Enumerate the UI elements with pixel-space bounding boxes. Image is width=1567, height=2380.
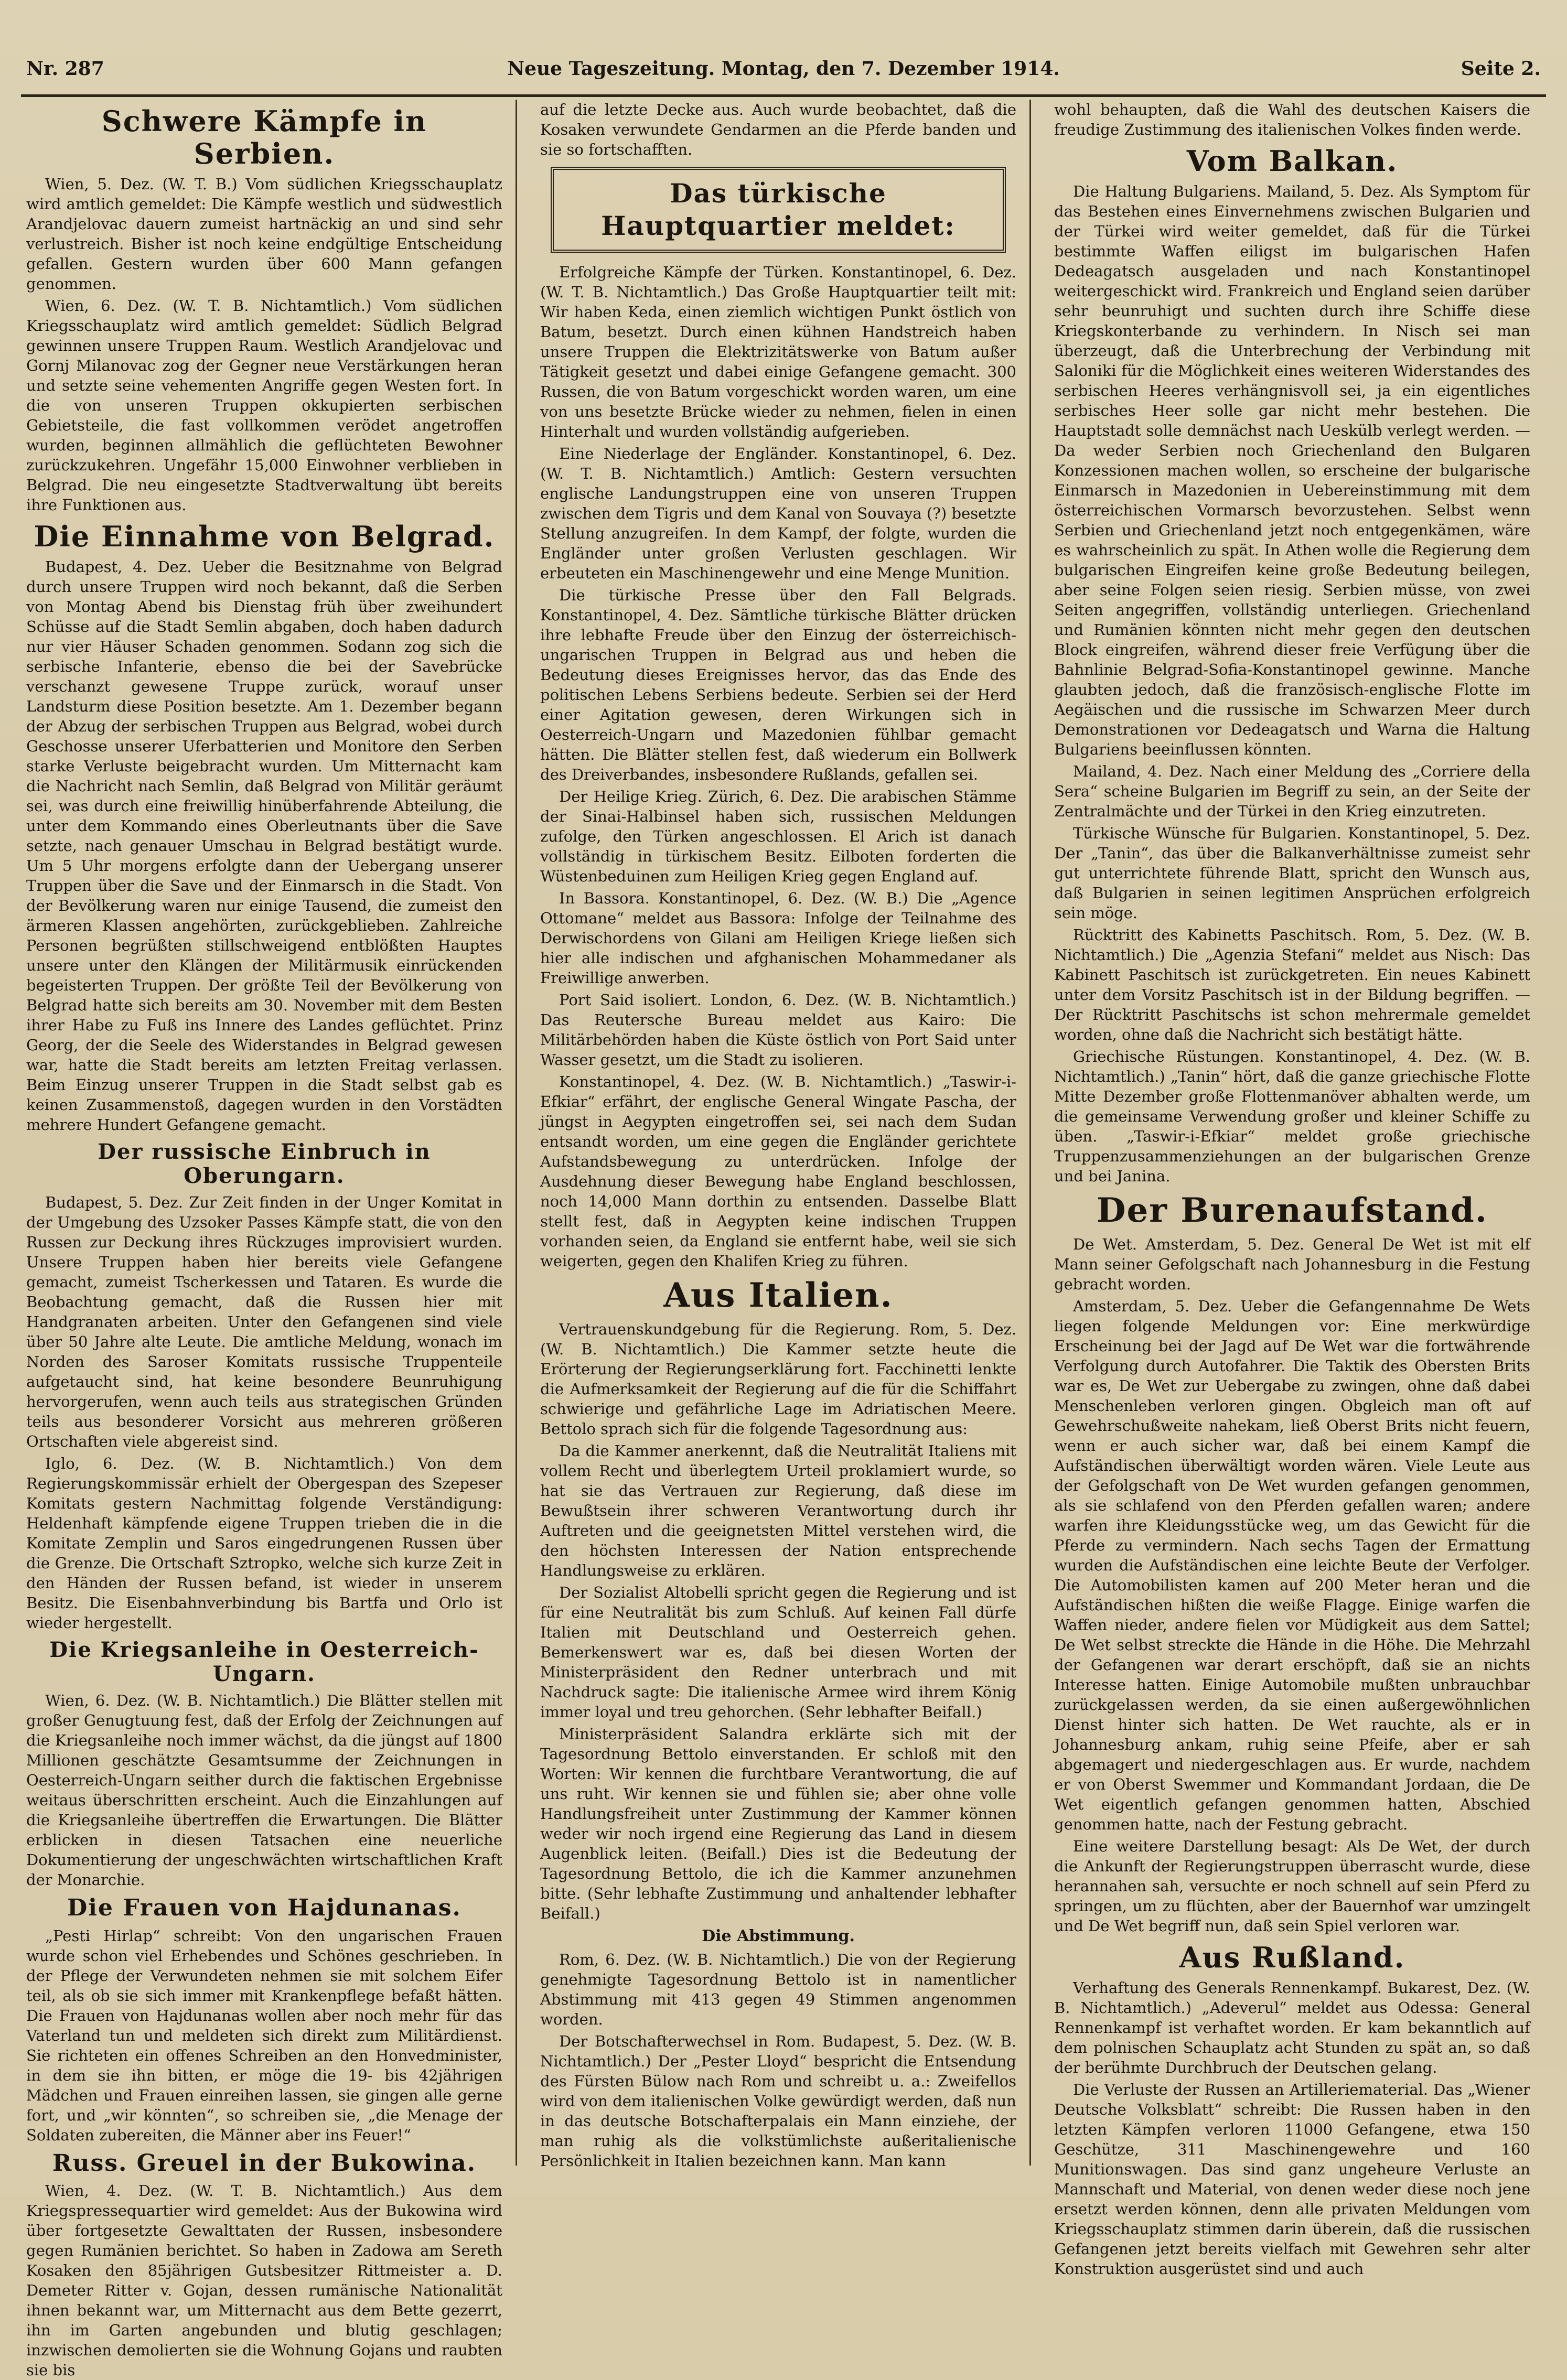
article-paragraph: Rücktritt des Kabinetts Paschitsch. Rom, 5. Dez. (W. B. Nichtamtlich.) Die „Agenzia Stefani“ meldet aus Nisch: Das Kabinett Paschitsch ist zurückgetreten. Ein neues Kabinett unter dem Vorsitz Paschitsch ist in der Bildung begriffen. — Der Rücktritt Paschitschs ist schon mehrermale gemeldet worden, ohne daß die Nachricht sich bestätigt hätte.: [1054, 926, 1530, 1044]
article-paragraph: Budapest, 4. Dez. Ueber die Besitznahme von Belgrad durch unsere Truppen wird noch bekannt, daß die Serben von Montag Abend bis Dienstag früh über zweihundert Schüsse auf die Stadt Semlin abgaben, doch haben dadurch nur vier Häuser Schaden genommen. Sodann zog sich die serbische Infanterie, ebenso die bei der Savebrücke verschanzt gewesene Truppe zurück, worauf unser Landsturm diese Position besetzte. Am 1. Dezember begann der Abzug der serbischen Truppen aus Belgrad, wobei durch Geschosse unserer Uferbatterien und Monitore den Serben starke Verluste beigebracht wurden. Um Mitternacht kam die Nachricht nach Semlin, daß Belgrad von Militär geräumt sei, was durch eine freiwillig hinüberfahrende Abteilung, die unter dem Kommando eines Oberleutnants über die Save setzte, nach genauer Umschau in Belgrad bestätigt wurde. Um 5 Uhr morgens erfolgte dann der Uebergang unserer Truppen über die Save und der Einmarsch in die Stadt. Von der Bevölkerung waren nur einige Tausend, die zumeist den ärmeren Klassen angehörten, zurückgeblieben. Zahlreiche Personen begrüßten stillschweigend entblößten Hauptes unsere unter den Klängen der Militärmusik einrückenden begeisterten Truppen. Der größte Teil der Bevölkerung von Belgrad hatte sich bereits am 30. November mit dem Besten ihrer Habe zu Fuß ins Innere des Landes geflüchtet. Prinz Georg, der die Seele des Widerstandes in Belgrad gewesen war, hatte die Stadt bereits am letzten Freitag verlassen. Beim Einzug unserer Truppen in die Stadt selbst gab es keinen Zusammenstoß, dagegen wurden in den Vorstädten mehrere Hundert Gefangene gemacht.: [26, 558, 502, 1134]
article-paragraph: Ministerpräsident Salandra erklärte sich mit der Tagesordnung Bettolo einverstanden. Er schloß mit den Worten: Wir kennen die furchtbare Verantwortung, die auf uns ruht. Wir kennen sie und fühlen sie; aber ohne volle Handlungsfreiheit unter Zustimmung der Kammer können weder wir noch irgend eine Regierung das Land in diesem Augenblick leiten. (Beifall.) Dies ist die Bedeutung der Tagesordnung Bettolo, die ich die Kammer anzunehmen bitte. (Sehr lebhafte Zustimmung und anhaltender lebhafter Beifall.): [540, 1725, 1016, 1922]
article-paragraph: Konstantinopel, 4. Dez. (W. B. Nichtamtlich.) „Taswir-i-Efkiar“ erfährt, der englische General Wingate Pascha, der jüngst in Aegypten eingetroffen sei, sei nach dem Sudan entsandt worden, um eine gegen die Engländer gerichtete Aufstandsbewegung zu unterdrücken. Infolge der Ausdehnung dieser Bewegung habe England beschlossen, noch 14,000 Mann dorthin zu entsenden. Dasselbe Blatt stellt fest, daß in Aegypten keine indischen Truppen vorhanden seien, da England sie entfernt habe, weil sie sich weigerten, gegen den Khalifen Krieg zu führen.: [540, 1073, 1016, 1270]
headline-hajdunanas: Die Frauen von Hajdunanas.: [67, 1894, 461, 1922]
article-paragraph: Wien, 6. Dez. (W. B. Nichtamtlich.) Die Blätter stellen mit großer Genugtuung fest, daß der Erfolg der Zeichnungen auf die Kriegsanleihe noch immer wächst, da die jüngst auf 1800 Millionen geschätzte Gesamtsumme der Zeichnungen in Oesterreich-Ungarn seither durch die faktischen Ergebnisse weitaus überschritten erscheint. Auch die Einzahlungen auf die Kriegsanleihe übertreffen die Erwartungen. Die Blätter erblicken in diesen Tatsachen eine neuerliche Dokumentierung der ungeschwächten wirtschaftlichen Kraft der Monarchie.: [26, 1692, 502, 1889]
column-divider: [516, 100, 517, 2166]
article-paragraph: De Wet. Amsterdam, 5. Dez. General De Wet ist mit elf Mann seiner Gefolgschaft nach Johannesburg in die Festung gebracht worden.: [1054, 1235, 1530, 1293]
headline-russian-incursion: Der russische Einbruch in Oberungarn.: [98, 1139, 431, 1189]
subheadline-vote: Die Abstimmung.: [702, 1926, 855, 1945]
article-paragraph: Wien, 4. Dez. (W. T. B. Nichtamtlich.) Aus dem Kriegspressequartier wird gemeldet: Aus der Bukowina wird über fortgesetzte Gewalttaten der Russen, insbesondere gegen Rumänien berichtet. So haben in Zadowa am Sereth Kosaken den 85jährigen Gutsbesitzer Rittmeister a. D. Demeter Ritter v. Gojan, dessen rumänische Nationalität ihnen bekannt war, um Mitternacht aus dem Bette gezerrt, ihn im Garten angebunden und blutig geschlagen; inzwischen demolierten sie die Wohnung Gojans und raubten sie bis: [26, 2182, 502, 2379]
headline-war-loan: Die Kriegsanleihe in Oesterreich-Ungarn.: [49, 1638, 479, 1687]
column-2: [540, 100, 1016, 2176]
article-paragraph: Wien, 5. Dez. (W. T. B.) Vom südlichen Kriegsschauplatz wird amtlich gemeldet: Die Kämpfe westlich und südwestlich Arandjelovac dauern zumeist hartnäckig an und sind sehr verlustreich. Bisher ist noch keine endgültige Entscheidung gefallen. Gestern wurden über 600 Mann gefangen genommen.: [26, 175, 502, 293]
article-paragraph: Der Heilige Krieg. Zürich, 6. Dez. Die arabischen Stämme der Sinai-Halbinsel haben sich, russischen Meldungen zufolge, den Türken angeschlossen. El Arich ist danach vollständig in türkischem Besitz. Eilboten forderten die Wüstenbeduinen zum Heiligen Krieg gegen England auf.: [540, 788, 1016, 885]
article-paragraph: In Bassora. Konstantinopel, 6. Dez. (W. B.) Die „Agence Ottomane“ meldet aus Bassora: Infolge der Teilnahme des Derwischordens von Gilani am Heiligen Kriege ließen sich hier alle indischen und afghanischen Mohammedaner als Freiwillige anwerben.: [540, 889, 1016, 987]
article-paragraph: Port Said isoliert. London, 6. Dez. (W. B. Nichtamtlich.) Das Reutersche Bureau meldet aus Kairo: Die Militärbehörden haben die Küste östlich von Port Said unter Wasser gesetzt, um die Stadt zu isolieren.: [540, 991, 1016, 1069]
article-paragraph: Amsterdam, 5. Dez. Ueber die Gefangennahme De Wets liegen folgende Meldungen vor: Eine merkwürdige Erscheinung bei der Jagd auf De Wet war die fortwährende Verfolgung durch Autofahrer. Die Taktik des Obersten Brits war es, De Wet zur Uebergabe zu zwingen, ohne daß dabei Menschenleben verloren gingen. Obgleich man oft auf Gewehrschußweite nahekam, ließ Oberst Brits nicht feuern, wenn er auch sicher war, daß bei einem Kampf die Aufständischen überwältigt worden wären. Viele Leute aus der Gefolgschaft von De Wet wurden gefangen genommen, als sie schlafend von den Pferden gefallen waren; andere warfen ihre Kleidungsstücke weg, um das Gewicht für die Pferde zu vermindern. Nach sechs Tagen der Ermattung wurden die Aufständischen eine leichte Beute der Verfolger. Die Automobilisten kamen auf 200 Meter heran und die Aufständischen hißten die weiße Flagge. Einige warfen die Waffen nieder, andere fielen vor Müdigkeit aus dem Sattel; De Wet selbst streckte die Hände in die Höhe. Die Mehrzahl der Gefangenen war derart erschöpft, daß sie an nichts Interesse hatten. Einige Automobile mußten unbrauchbar zurückgelassen werden, da sie einen außergewöhnlichen Dienst hinter sich hatten. De Wet rauchte, als er in Johannesburg ankam, ruhig seine Pfeife, aber er sah abgemagert und niedergeschlagen aus. Er wurde, nachdem er von Oberst Swemmer und Kommandant Jordaan, die De Wet eigentlich gefangen genommen hatten, Abschied genommen hatte, nach der Festung gebracht.: [1054, 1297, 1530, 1833]
column-divider: [1029, 100, 1031, 2166]
article-paragraph: Griechische Rüstungen. Konstantinopel, 4. Dez. (W. B. Nichtamtlich.) „Tanin“ hört, daß die ganze griechische Flotte Mitte Dezember große Flottenmanöver abhalten werde, um die gemeinsame Verwendung großer und kleiner Schiffe zu üben. „Taswir-i-Efkiar“ meldet große griechische Truppenzusammenziehungen an der bulgarischen Grenze und bei Janina.: [1054, 1048, 1530, 1186]
headline-boer-revolt: Der Burenaufstand.: [1097, 1191, 1488, 1231]
article-paragraph: wohl behaupten, daß die Wahl des deutschen Kaisers die freudige Zustimmung des italienischen Volkes finden werde.: [1054, 101, 1530, 138]
article-paragraph: Der Botschafterwechsel in Rom. Budapest, 5. Dez. (W. B. Nichtamtlich.) Der „Pester Lloyd“ bespricht die Entsendung des Fürsten Bülow nach Rom und schreibt u. a.: Zweifellos wird von dem italienischen Volke gewürdigt werden, daß nun in das deutsche Botschafterpalais ein Mann einziehe, der man ruhig als die volkstümlichste außeritalienische Persönlichkeit in Italien bezeichnen kann. Man kann: [540, 2032, 1016, 2170]
article-paragraph: Wien, 6. Dez. (W. T. B. Nichtamtlich.) Vom südlichen Kriegsschauplatz wird amtlich gemeldet: Südlich Belgrad gewinnen unsere Truppen Raum. Westlich Arandjelovac und Gornj Milanovac zog der Gegner neue Verstärkungen heran und setzte seine vehementen Angriffe gegen Westen fort. In die von unseren Truppen okkupierten serbischen Gebietsteile, die fast vollkommen verödet angetroffen wurden, beginnen allmählich die geflüchteten Bewohner zurückzukehren. Ungefähr 15,000 Einwohner verblieben in Belgrad. Die neu eingesetzte Stadtverwaltung übt bereits ihre Funktionen aus.: [26, 297, 502, 514]
article-paragraph: Verhaftung des Generals Rennenkampf. Bukarest, Dez. (W. B. Nichtamtlich.) „Adeverul“ meldet aus Odessa: General Rennenkampf ist verhaftet worden. Er kam bekanntlich auf dem polnischen Schauplatz acht Stunden zu spät an, so daß der berühmte Durchbruch der Deutschen gelang.: [1054, 1978, 1530, 2076]
article-paragraph: Die türkische Presse über den Fall Belgrads. Konstantinopel, 4. Dez. Sämtliche türkische Blätter drücken ihre lebhafte Freude über den Einzug der österreichisch-ungarischen Truppen in Belgrad aus und heben die Bedeutung dieses Ereignisses hervor, das das Ende des politischen Lebens Serbiens bedeute. Serbien sei der Herd einer Agitation gewesen, deren Wirkungen sich in Oesterreich-Ungarn und Mazedonien fühlbar gemacht hätten. Die Blätter stellen fest, daß wiederum ein Bollwerk des Dreiverbandes, insbesondere Rußlands, gefallen sei.: [540, 586, 1016, 783]
article-paragraph: Der Sozialist Altobelli spricht gegen die Regierung und ist für eine Neutralität bis zum Schluß. Auf keinen Fall dürfe Italien mit Deutschland und Oesterreich gehen. Bemerkenswert war es, daß bei diesen Worten der Ministerpräsident den Redner unterbrach und mit Nachdruck sagte: Die italienische Armee wird ihrem König immer loyal und treu gehorchen. (Sehr lebhafter Beifall.): [540, 1583, 1016, 1721]
article-paragraph: „Pesti Hirlap“ schreibt: Von den ungarischen Frauen wurde schon viel Erhebendes und Schönes geschrieben. In der Pflege der Verwundeten nehmen sie mit solchem Eifer teil, als ob sie sich immer mit Krankenpflege befaßt hätten. Die Frauen von Hajdunanas wollen aber noch mehr für das Vaterland tun und meldeten sich direkt zum Militärdienst. Sie richteten ein offenes Schreiben an den Honvedminister, in dem sie ihn bitten, er möge die 19- bis 42jährigen Mädchen und Frauen einreihen lassen, sie gingen alle gerne fort, und „wir könnten“, so schreiben sie, „die Menage der Soldaten zubereiten, die Männer aber ins Feuer!“: [26, 1926, 502, 2144]
headline-italy: Aus Italien.: [663, 1276, 893, 1315]
article-paragraph: Die Verluste der Russen an Artilleriematerial. Das „Wiener Deutsche Volksblatt“ schreibt: Die Russen haben in den letzten Kämpfen verloren 11000 Gefangene, etwa 150 Geschütze, 311 Maschinengewehre und 160 Munitionswagen. Das sind ganz ungeheure Verluste an Mannschaft und Material, von denen weder diese noch jene ersetzt werden können, denn alle privaten Meldungen vom Kriegsschauplatz stimmen darin überein, daß die russischen Gefangenen jetzt bereits vielfach mit Gewehren sehr alter Konstruktion ausgerüstet sind und auch: [1054, 2080, 1530, 2278]
article-paragraph: Erfolgreiche Kämpfe der Türken. Konstantinopel, 6. Dez. (W. T. B. Nichtamtlich.) Das Große Hauptquartier teilt mit: Wir haben Keda, einen ziemlich wichtigen Punkt östlich von Batum, besetzt. Durch einen kühnen Handstreich haben unsere Truppen die Elektrizitätswerke von Batum außer Tätigkeit gesetzt und dabei einige Gefangene gemacht. 300 Russen, die von Batum vorgeschickt worden waren, um eine von uns besetzte Brücke wieder zu nehmen, fielen in einen Hinterhalt und wurden vollständig aufgerieben.: [540, 263, 1016, 440]
headline-serbia: Schwere Kämpfe in Serbien.: [101, 104, 427, 171]
headline-balkan: Vom Balkan.: [1186, 144, 1398, 178]
article-paragraph: Iglo, 6. Dez. (W. B. Nichtamtlich.) Von dem Regierungskommissär erhielt der Obergespan des Szepeser Komitats gestern Nachmittag folgende Verständigung: Heldenhaft kämpfende eigene Truppen trieben die in die Komitate Zemplin und Saros eingedrungenen Russen über die Grenze. Die Ortschaft Sztropko, welche sich kurze Zeit in den Händen der Russen befand, ist wieder in unserem Besitz. Die Eisenbahnverbindung bis Bartfa und Orlo ist wieder hergestellt.: [26, 1455, 502, 1632]
article-paragraph: Die Haltung Bulgariens. Mailand, 5. Dez. Als Symptom für das Bestehen eines Einvernehmens zwischen Bulgarien und der Türkei wird weiter gemeldet, daß für die Türkei bestimmte Waffen eiligst im bulgarischen Hafen Dedeagatsch ausgeladen und nach Konstantinopel weitergeschickt wird. Frankreich und England seien darüber sehr beunruhigt und suchten durch ihre Schiffe diese Kriegskonterbande zu verhindern. In Nisch sei man überzeugt, daß die Unterbrechung der Verbindung mit Saloniki für die Möglichkeit eines weiteren Widerstandes des serbischen Heeres verhängnisvoll sei, ja ein eigentliches serbisches Heer solle gar nicht mehr bestehen. Die Hauptstadt solle demnächst nach Ueskülb verlegt werden. — Da weder Serbien noch Griechenland den Bulgaren Konzessionen machen wollen, so erscheine der bulgarische Einmarsch in Mazedonien in Uebereinstimmung mit dem österreichischen Vormarsch bevorzustehen. Selbst wenn Serbien und Griechenland jetzt noch entgegenkämen, wäre es wahrscheinlich zu spät. In Athen wolle die Regierung dem bulgarischen Eingreifen keine große Bedeutung beilegen, aber seine Folgen seien riesig. Serbien müsse, von zwei Seiten angegriffen, vollständig unterliegen. Griechenland und Rumänien könnten nicht mehr gegen den deutschen Block eingreifen, während dieser freie Verfügung über die Bahnlinie Belgrad-Sofia-Konstantinopel gewinne. Manche glaubten jedoch, daß die französisch-englische Flotte im Aegäischen und die russische im Schwarzen Meer durch Demonstrationen vor Dedeagatsch und Warna die Haltung Bulgariens beeinflussen könnten.: [1054, 182, 1530, 759]
newspaper-title-date: Neue Tageszeitung. Montag, den 7. Dezember 1914.: [507, 58, 1060, 80]
headline-bukowina: Russ. Greuel in der Bukowina.: [52, 2149, 477, 2177]
column-1: [26, 100, 502, 2379]
article-paragraph: Budapest, 5. Dez. Zur Zeit finden in der Unger Komitat in der Umgebung des Uzsoker Passes Kämpfe statt, die von den Russen zur Deckung ihres Rückzuges improvisiert wurden. Unsere Truppen haben hier bereits viele Gefangene gemacht, zumeist Tscherkessen und Tataren. Es wurde die Beobachtung gemacht, daß die Russen hier mit Handgranaten arbeiten. Unter den Gefangenen sind viele über 50 Jahre alte Leute. Die amtliche Meldung, wonach im Norden des Saroser Komitats russische Truppenteile aufgetaucht sind, hat keine besondere Beunruhigung hervorgerufen, wenn auch teils aus strategischen Gründen teils aus besonderer Vorsicht aus mehreren größeren Ortschaften viele abgereist sind.: [26, 1193, 502, 1451]
article-paragraph: Mailand, 4. Dez. Nach einer Meldung des „Corriere della Sera“ scheine Bulgarien im Begriff zu sein, an der Seite der Zentralmächte und der Türkei in den Krieg einzutreten.: [1054, 762, 1530, 821]
article-paragraph: Da die Kammer anerkennt, daß die Neutralität Italiens mit vollem Recht und überlegtem Urteil proklamiert wurde, so hat sie das Vertrauen zur Regierung, daß diese im Bewußtsein ihrer schweren Verantwortung durch ihr Auftreten und die geeignetsten Mittel verstehen wird, die den höchsten Interessen der Nation entsprechende Handlungsweise zu erklären.: [540, 1441, 1016, 1579]
article-paragraph: Eine weitere Darstellung besagt: Als De Wet, der durch die Ankunft der Regierungstruppen überrascht wurde, diese herannahen sah, versuchte er noch schnell auf sein Pferd zu springen, um zu flüchten, aber der Bauernhof war umzingelt und De Wet begriff nun, daß sein Spiel verloren war.: [1054, 1837, 1530, 1935]
page-number: Seite 2.: [1461, 58, 1541, 80]
article-paragraph: auf die letzte Decke aus. Auch wurde beobachtet, daß die Kosaken verwundete Gendarmen an die Pferde banden und sie so fortschafften.: [540, 101, 1016, 158]
headline-russia: Aus Rußland.: [1179, 1940, 1405, 1974]
article-paragraph: Rom, 6. Dez. (W. B. Nichtamtlich.) Die von der Regierung genehmigte Tagesordnung Bettolo ist in namentlicher Abstimmung mit 413 gegen 49 Stimmen angenommen worden.: [540, 1950, 1016, 2028]
article-paragraph: Türkische Wünsche für Bulgarien. Konstantinopel, 5. Dez. Der „Tanin“, das über die Balkanverhältnisse zumeist sehr gut unterrichtete führende Blatt, spricht den Wunsch aus, daß Bulgarien in seinen legitimen Ansprüchen erfolgreich sein möge.: [1054, 824, 1530, 922]
article-paragraph: Eine Niederlage der Engländer. Konstantinopel, 6. Dez. (W. T. B. Nichtamtlich.) Amtlich: Gestern versuchten englische Landungstruppen eine von unseren Truppen zwischen dem Tigris und dem Kanal von Souvaya (?) besetzte Stellung anzugreifen. In dem Kampf, der folgte, wurden die Engländer unter großen Verlusten geschlagen. Wir erbeuteten ein Maschinengewehr und eine Menge Munition.: [540, 445, 1016, 582]
issue-number: Nr. 287: [26, 58, 104, 80]
masthead: [21, 52, 1546, 97]
article-paragraph: Vertrauenskundgebung für die Regierung. Rom, 5. Dez. (W. B. Nichtamtlich.) Die Kammer setzte heute die Erörterung der Regierungserklärung fort. Facchinetti lenkte die Aufmerksamkeit der Regierung auf die für die Schiffahrt schwierige und gefährliche Lage im Adriatischen Meere. Bettolo sprach sich für die folgende Tagesordnung aus:: [540, 1320, 1016, 1438]
column-3: [1054, 100, 1530, 2278]
boxed-headline-turkish-hq: Das türkische Hauptquartier meldet:: [551, 167, 1006, 253]
headline-belgrade: Die Einnahme von Belgrad.: [34, 520, 495, 554]
